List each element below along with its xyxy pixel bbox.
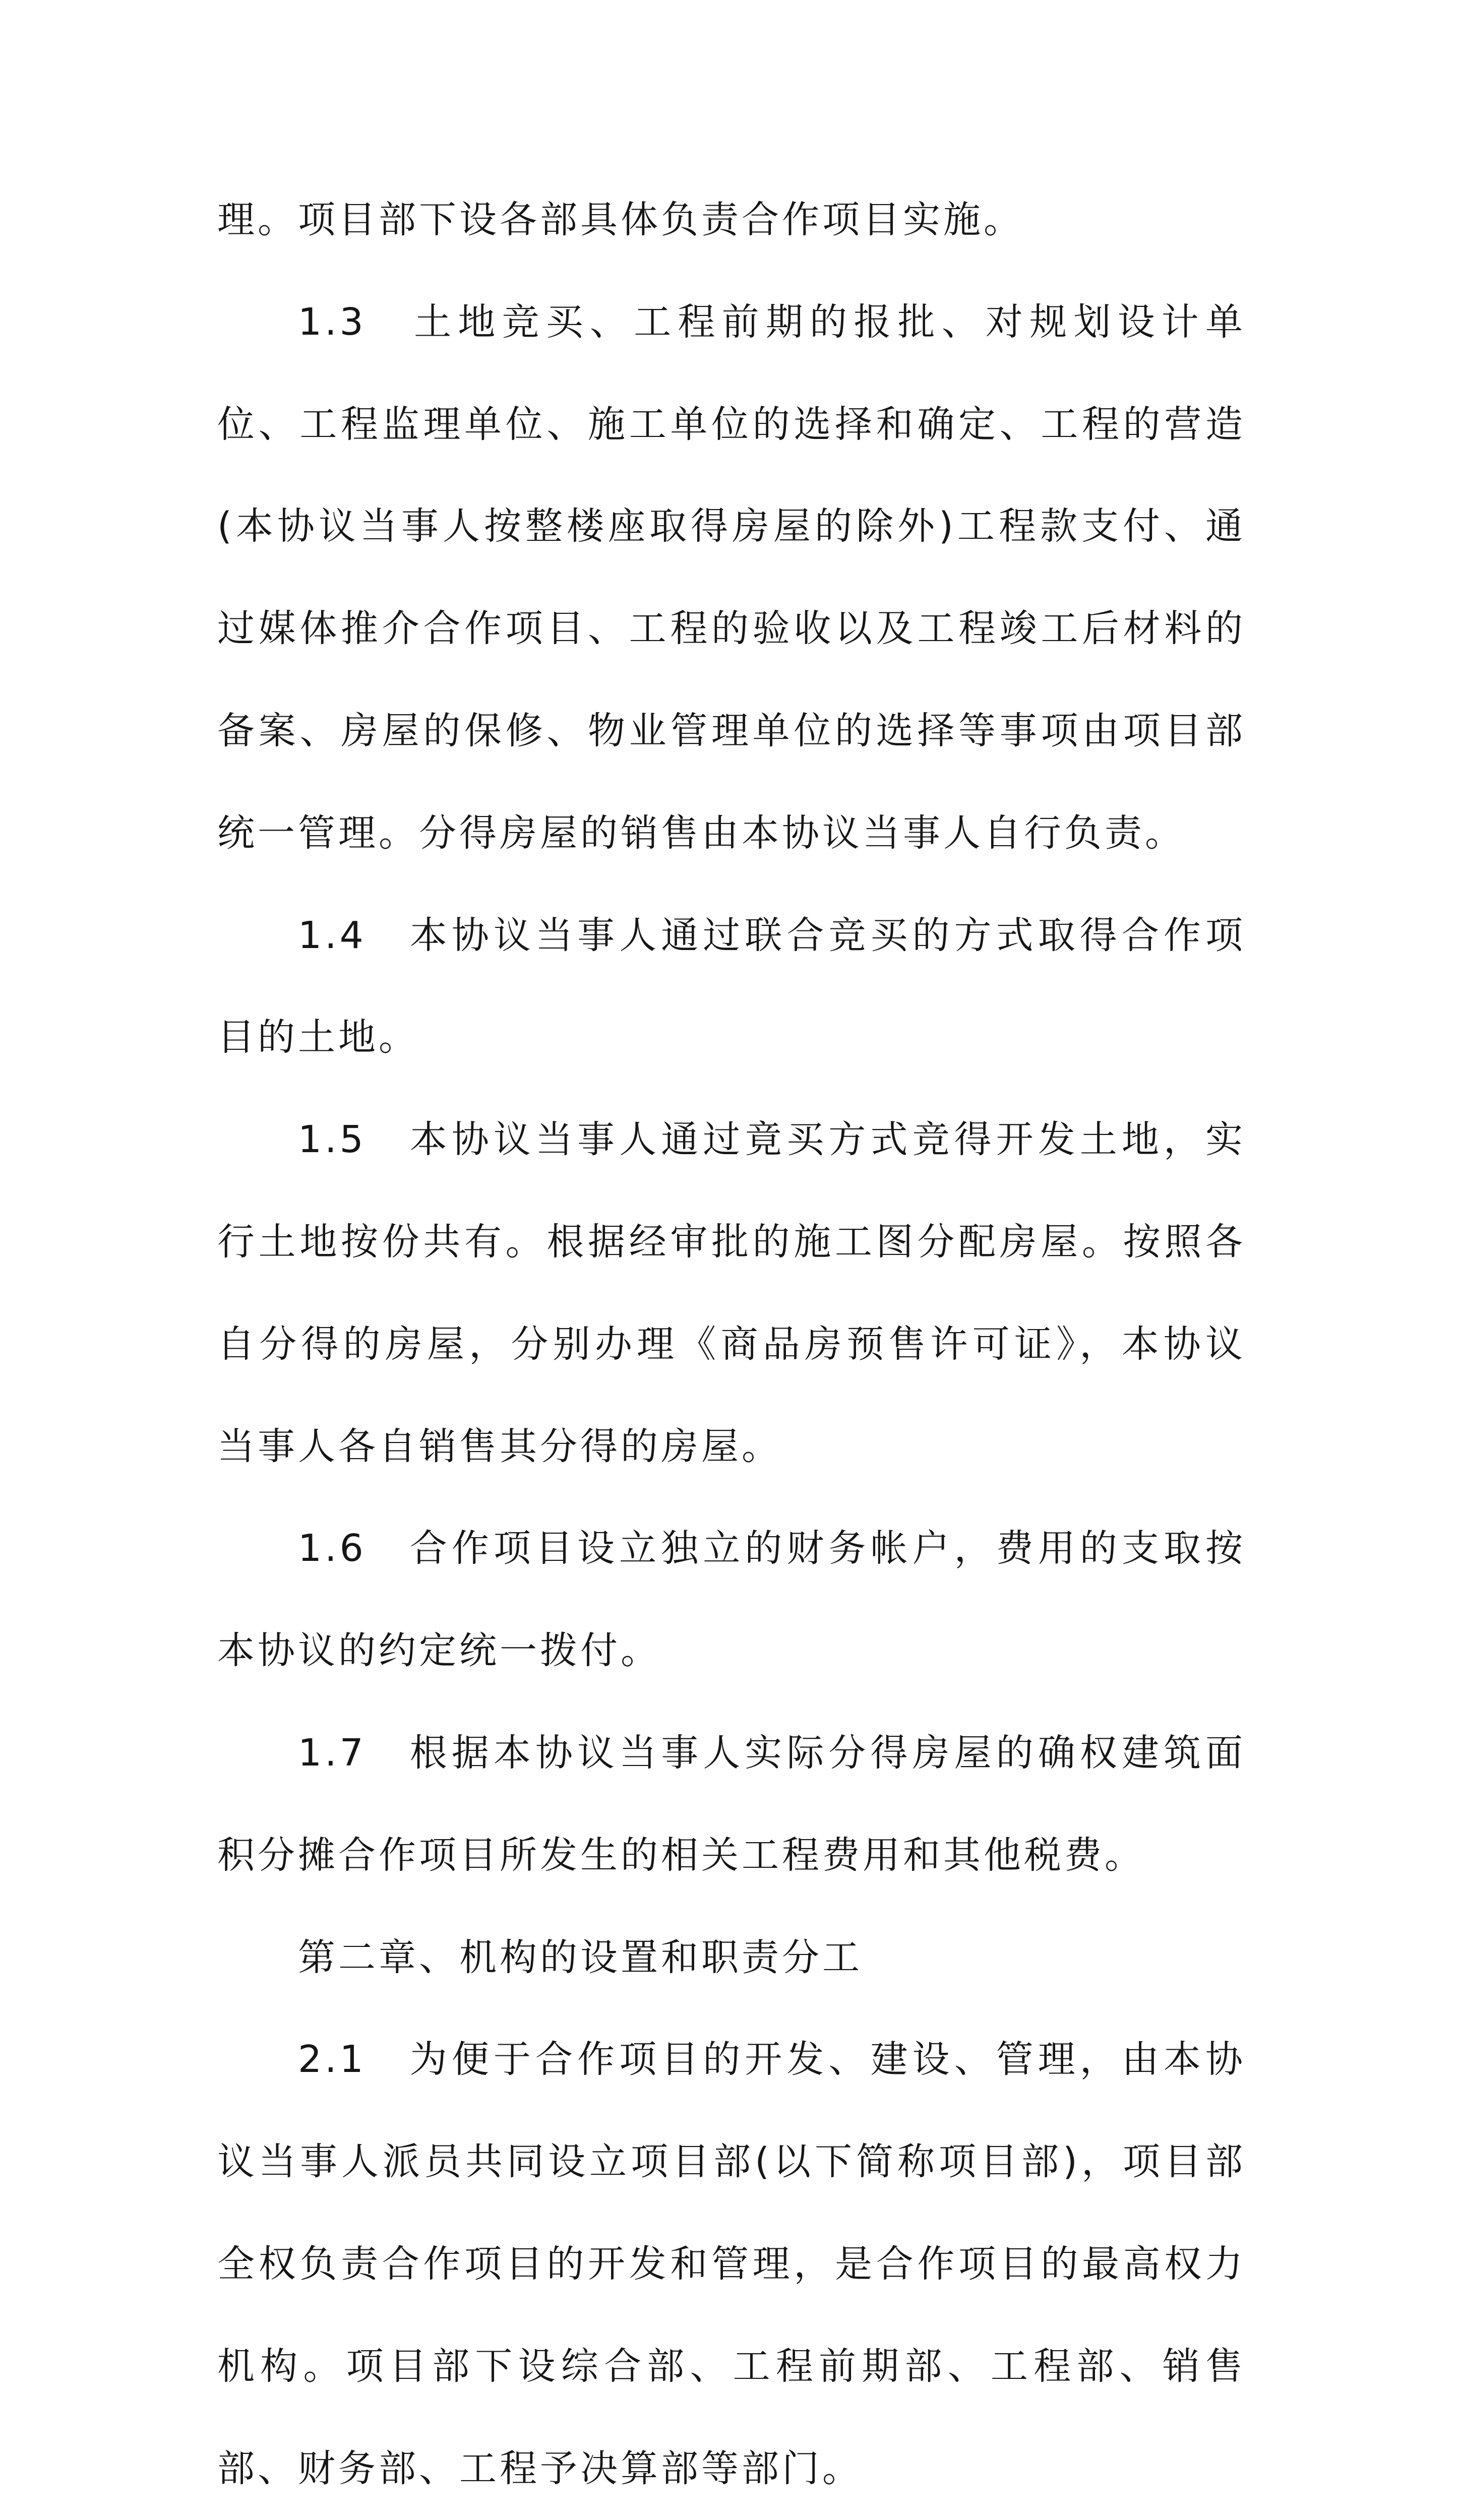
clause-1-5: 1.5 本协议当事人通过竟买方式竞得开发土地，实行土地按份共有。根据经审批的施工图分配房屋。按照各自分得的房屋，分别办理《商品房预售许可证》，本协议当事人各自销售其分得的房屋。	[217, 1118, 1246, 1468]
clause-1-3: 1.3 土地竞买、工程前期的报批、对规划设计单位、工程监理单位、施工单位的选择和确定、工程的营造(本协议当事人按整楼座取得房屋的除外)工程款支付、通过媒体推介合作项目、工程的验收以及工程竣工后材料的备案、房屋的保修、物业管理单位的选择等事项由项目部统一管理。分得房屋的销售由本协议当事人自行负责。	[217, 300, 1246, 855]
clause-1-6: 1.6 合作项目设立独立的财务帐户，费用的支取按本协议的约定统一拨付。	[217, 1527, 1246, 1673]
chapter-2-heading: 第二章、机构的设置和职责分工	[298, 1935, 863, 1979]
clause-2-2	[217, 2519, 1246, 2520]
clause-1-7: 1.7 根据本协议当事人实际分得房屋的确权建筑面积分摊合作项目所发生的相关工程费用和其他税费。	[217, 1731, 1246, 1877]
clause-1-4: 1.4 本协议当事人通过联合竞买的方式取得合作项目的土地。	[217, 913, 1246, 1059]
paragraph-continuation: 理。项目部下设各部具体负责合作项目实施。	[217, 198, 1024, 241]
clause-2-1: 2.1 为便于合作项目的开发、建设、管理，由本协议当事人派员共同设立项目部(以下简称项目部)，项目部全权负责合作项目的开发和管理，是合作项目的最高权力机构。项目部下设综合部、工程前期部、工程部、销售部、财务部、工程予决算部等部门。	[217, 2038, 1246, 2490]
document-body	[217, 169, 1246, 2520]
